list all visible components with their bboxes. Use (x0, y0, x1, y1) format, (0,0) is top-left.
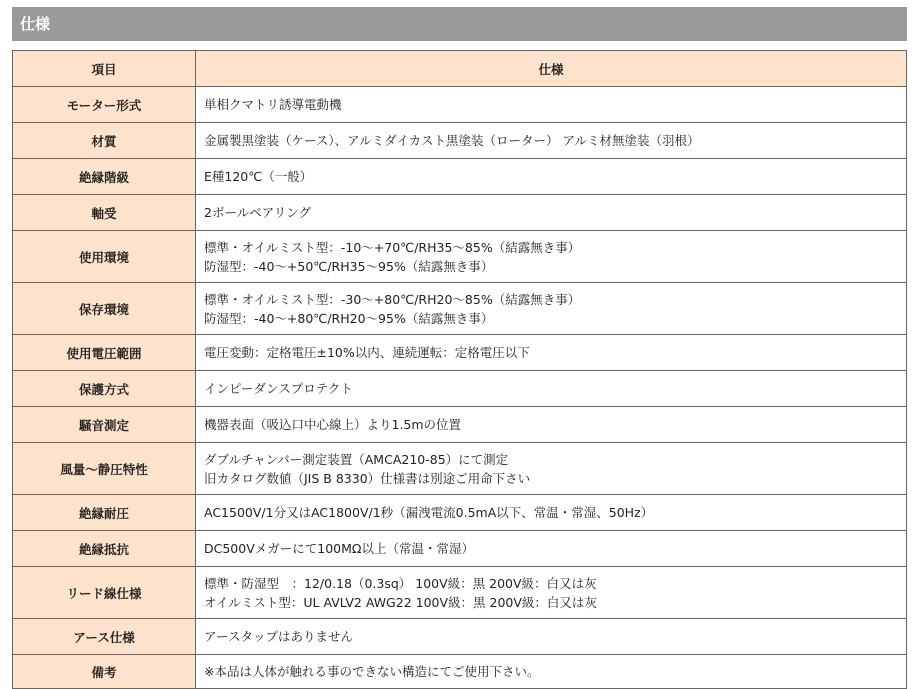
row-label: モーター形式 (13, 87, 196, 123)
row-label: 絶縁耐圧 (13, 495, 196, 531)
row-value (196, 195, 907, 231)
row-value (196, 407, 907, 443)
table-row-motor-type (13, 87, 907, 123)
row-label: 騒音測定 (13, 407, 196, 443)
row-label: リード線仕様 (13, 567, 196, 619)
value-line: 機器表面（吸込口中心線上）より1.5mの位置 (204, 417, 462, 432)
table-row-bearing (13, 195, 907, 231)
row-label: アース仕様 (13, 619, 196, 655)
row-value (196, 123, 907, 159)
table-row-protection (13, 371, 907, 407)
value-line: 金属製黒塗装（ケース）、アルミダイカスト黒塗装（ローター） アルミ材無塗装（羽根） (204, 133, 700, 148)
header-item: 項目 (13, 51, 196, 87)
section-title: 仕様 (12, 7, 907, 41)
row-value (196, 159, 907, 195)
value-line: オイルミスト型：UL AVLV2 AWG22 100V級：黒 200V級：白又は灰 (204, 594, 597, 610)
row-value (196, 567, 907, 619)
row-label: 軸受 (13, 195, 196, 231)
value-line: 防湿型：-40～+50℃/RH35～95%（結露無き事） (204, 258, 494, 274)
value-line: アースタップはありません (204, 629, 354, 644)
value-line: 電圧変動：定格電圧±10%以内、連続運転：定格電圧以下 (204, 345, 530, 360)
value-line: 単相クマトリ誘導電動機 (204, 97, 342, 112)
value-line: 標準・オイルミスト型：-10～+70℃/RH35～85%（結露無き事） (204, 239, 581, 255)
row-value (196, 87, 907, 123)
row-label: 保存環境 (13, 283, 196, 335)
row-label: 使用環境 (13, 231, 196, 283)
table-header-row (13, 51, 907, 87)
value-line: 標準・オイルミスト型：-30～+80℃/RH20～85%（結露無き事） (204, 291, 581, 307)
row-value (196, 495, 907, 531)
row-value (196, 619, 907, 655)
row-label: 材質 (13, 123, 196, 159)
table-row-material (13, 123, 907, 159)
row-label: 絶縁階級 (13, 159, 196, 195)
value-line: 2ボールベアリング (204, 205, 311, 220)
table-row-noise (13, 407, 907, 443)
row-value (196, 231, 907, 283)
spec-table (12, 50, 907, 689)
value-line: 防湿型：-40～+80℃/RH20～95%（結露無き事） (204, 310, 494, 326)
table-row-airflow-pressure (13, 443, 907, 495)
row-label: 備考 (13, 655, 196, 689)
table-row-withstand-voltage (13, 495, 907, 531)
value-line: インピーダンスプロテクト (204, 381, 353, 396)
row-label: 風量～静圧特性 (13, 443, 196, 495)
row-label: 保護方式 (13, 371, 196, 407)
row-value (196, 531, 907, 567)
table-row-remarks (13, 655, 907, 689)
table-row-storage-environment (13, 283, 907, 335)
row-label: 使用電圧範囲 (13, 335, 196, 371)
value-line: DC500Vメガーにて100MΩ以上（常温・常湿） (204, 541, 474, 556)
header-spec: 仕様 (196, 51, 907, 87)
table-row-voltage-range (13, 335, 907, 371)
row-label: 絶縁抵抗 (13, 531, 196, 567)
value-line: AC1500V/1分又はAC1800V/1秒（漏洩電流0.5mA以下、常温・常湿、50Hz） (204, 505, 654, 520)
value-line: 旧カタログ数値（JIS B 8330）仕様書は別途ご用命下さい (204, 470, 531, 486)
table-row-insulation-class (13, 159, 907, 195)
row-value (196, 283, 907, 335)
table-row-lead-wire (13, 567, 907, 619)
table-row-operating-environment (13, 231, 907, 283)
row-value (196, 371, 907, 407)
row-value (196, 443, 907, 495)
value-line: E種120℃（一般） (204, 169, 313, 184)
row-value (196, 655, 907, 689)
row-value (196, 335, 907, 371)
value-line: ※本品は人体が触れる事のできない構造にてご使用下さい。 (204, 664, 540, 679)
table-row-ground (13, 619, 907, 655)
table-row-insulation-resistance (13, 531, 907, 567)
value-line: 標準・防湿型 ：12/0.18（0.3sq） 100V級：黒 200V級：白又は灰 (204, 575, 597, 591)
value-line: ダブルチャンバー測定装置（AMCA210-85）にて測定 (204, 451, 509, 467)
